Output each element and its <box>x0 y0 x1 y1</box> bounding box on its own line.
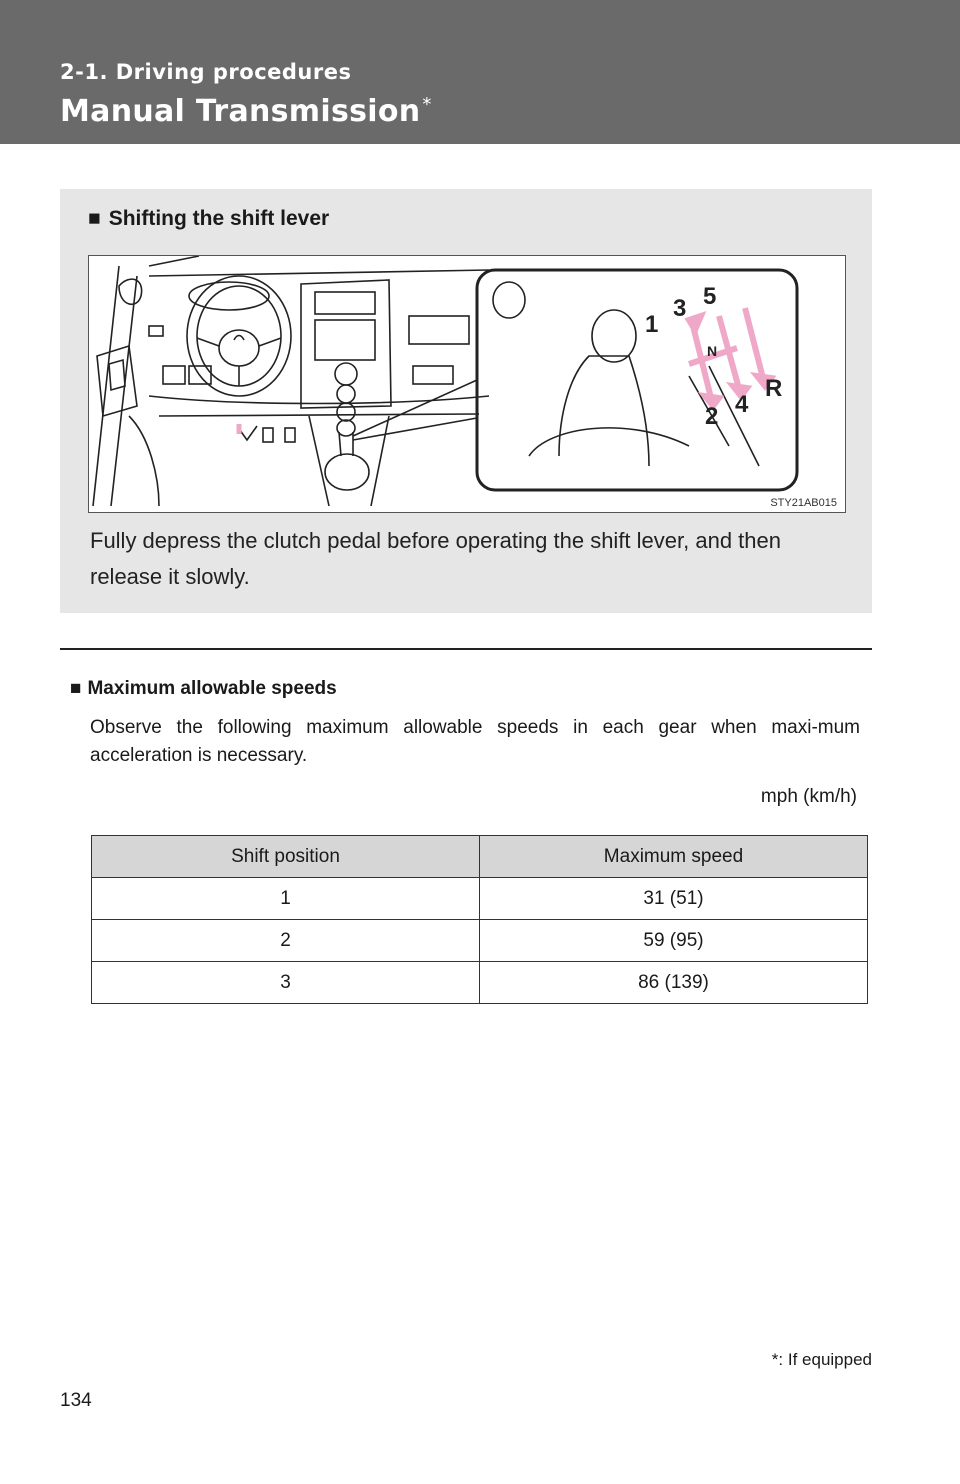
cell-shift-position: 1 <box>92 878 480 920</box>
table-row <box>92 962 868 1004</box>
asterisk-icon: * <box>771 1350 779 1369</box>
page-header <box>0 0 960 144</box>
gear-label-1: 1 <box>645 311 659 338</box>
gear-label-2: 2 <box>705 403 719 430</box>
figure-code: STY21AB015 <box>770 497 837 509</box>
gear-label-3: 3 <box>673 295 687 322</box>
square-bullet-icon: ■ <box>88 207 101 230</box>
table-header-row <box>92 836 868 878</box>
cell-shift-position: 2 <box>92 920 480 962</box>
gear-label-4: 4 <box>735 391 749 418</box>
if-equipped-mark: * <box>422 94 432 115</box>
cockpit-drawing <box>89 256 845 512</box>
cell-shift-position: 3 <box>92 962 480 1004</box>
header-maximum-speed: Maximum speed <box>480 836 868 878</box>
page-number: 134 <box>60 1390 92 1411</box>
table-row <box>92 920 868 962</box>
box-heading <box>88 207 329 231</box>
box-heading-text: Shifting the shift lever <box>108 207 330 230</box>
speeds-paragraph: Observe the following maximum allowable speeds in each gear when maxi-mum acceleration is necessary. <box>90 717 860 766</box>
shift-lever-illustration <box>88 255 846 513</box>
gear-label-n: N <box>707 343 718 359</box>
shifting-info-box <box>60 189 872 613</box>
speeds-heading-text: Maximum allowable speeds <box>87 678 337 699</box>
header-shift-position: Shift position <box>92 836 480 878</box>
footnote-text: : If equipped <box>778 1350 872 1369</box>
speed-unit: mph (km/h) <box>760 786 857 807</box>
gear-label-r: R <box>765 375 783 402</box>
page-title <box>60 94 432 129</box>
square-bullet-icon: ■ <box>70 678 82 699</box>
footnote <box>772 1350 872 1370</box>
cell-maximum-speed: 31 (51) <box>480 878 868 920</box>
cell-maximum-speed: 59 (95) <box>480 920 868 962</box>
section-divider <box>60 648 872 650</box>
page-title-text: Manual Transmission <box>60 94 421 129</box>
cell-maximum-speed: 86 (139) <box>480 962 868 1004</box>
box-instruction-text: Fully depress the clutch pedal before operating the shift lever, and then release it slowly. <box>90 528 781 589</box>
speed-table <box>91 835 868 1004</box>
section-title: 2-1. Driving procedures <box>60 60 352 84</box>
gear-label-5: 5 <box>703 283 717 310</box>
table-row <box>92 878 868 920</box>
speeds-heading <box>70 678 337 700</box>
